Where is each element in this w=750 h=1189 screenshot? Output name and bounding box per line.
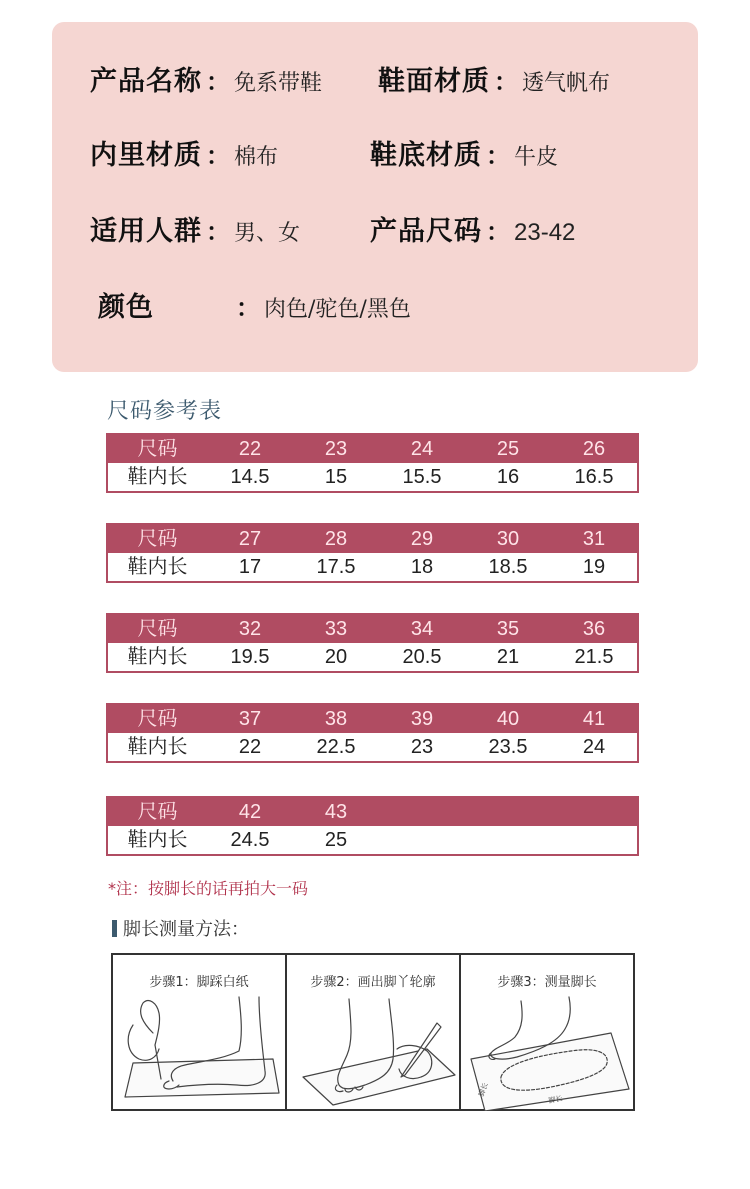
length-cell: 22.5 bbox=[316, 736, 356, 758]
size-cell: 34 bbox=[410, 618, 434, 640]
length-cell: 18 bbox=[410, 556, 434, 578]
size-chart-title: 尺码参考表 bbox=[107, 399, 223, 424]
length-cell: 24 bbox=[582, 736, 606, 758]
size-cell: 24 bbox=[410, 438, 434, 460]
color-value: 肉色/驼色/黑色 bbox=[264, 296, 411, 322]
step-1-label: 步骤1：脚踩白纸 bbox=[149, 975, 249, 990]
size-header-label: 尺码 bbox=[137, 438, 178, 460]
colon: ： bbox=[486, 216, 510, 246]
size-row bbox=[108, 705, 637, 733]
length-row bbox=[108, 826, 637, 854]
paper-label-left: 脚长 bbox=[477, 1081, 490, 1098]
length-cell: 24.5 bbox=[230, 829, 270, 851]
size-cell: 37 bbox=[238, 708, 262, 730]
product-size-label: 产品尺码 bbox=[370, 215, 482, 247]
target-people-label: 适用人群 bbox=[90, 215, 202, 247]
title-bar-icon bbox=[112, 920, 117, 937]
info-name bbox=[90, 59, 378, 98]
upper-material-label: 鞋面材质 bbox=[378, 65, 490, 97]
sole-material-label: 鞋底材质 bbox=[370, 139, 482, 171]
size-cell: 27 bbox=[238, 528, 262, 550]
step-3-label: 步骤3：测量脚长 bbox=[497, 975, 597, 990]
info-sole bbox=[370, 133, 558, 172]
colon: ： bbox=[206, 140, 230, 170]
product-size-value: 23-42 bbox=[514, 218, 576, 246]
size-cell: 26 bbox=[582, 438, 606, 460]
info-people bbox=[90, 209, 370, 248]
length-cell: 21.5 bbox=[574, 646, 614, 668]
size-cell bbox=[551, 798, 637, 826]
length-cell: 22 bbox=[238, 736, 262, 758]
measure-steps bbox=[111, 953, 635, 1111]
product-name-label: 产品名称 bbox=[90, 65, 202, 97]
lining-material-value: 棉布 bbox=[234, 144, 279, 170]
length-cell: 16.5 bbox=[574, 466, 614, 488]
size-cell: 29 bbox=[410, 528, 434, 550]
size-header-label: 尺码 bbox=[137, 708, 178, 730]
length-row bbox=[108, 733, 637, 761]
size-table-4 bbox=[106, 703, 639, 763]
size-row bbox=[108, 525, 637, 553]
product-info-card bbox=[52, 22, 698, 372]
length-header-label: 鞋内长 bbox=[127, 829, 188, 851]
length-row bbox=[108, 553, 637, 581]
length-cell: 15 bbox=[324, 466, 348, 488]
size-cell: 32 bbox=[238, 618, 262, 640]
sole-material-value: 牛皮 bbox=[514, 144, 559, 170]
length-cell: 20.5 bbox=[402, 646, 442, 668]
length-cell bbox=[551, 826, 637, 854]
size-cell: 43 bbox=[324, 801, 348, 823]
size-cell: 41 bbox=[582, 708, 606, 730]
size-cell: 38 bbox=[324, 708, 348, 730]
size-table-1 bbox=[106, 433, 639, 493]
size-row bbox=[108, 798, 637, 826]
info-upper bbox=[378, 59, 610, 98]
length-cell: 18.5 bbox=[488, 556, 528, 578]
colon: ： bbox=[206, 66, 230, 96]
step-2 bbox=[287, 955, 461, 1109]
info-row-4 bbox=[98, 284, 411, 324]
length-cell: 20 bbox=[324, 646, 348, 668]
info-row-3 bbox=[90, 208, 575, 248]
colon: ： bbox=[206, 216, 230, 246]
size-cell: 40 bbox=[496, 708, 520, 730]
info-row-1 bbox=[90, 58, 610, 98]
measure-method-title bbox=[112, 915, 249, 941]
size-cell: 23 bbox=[324, 438, 348, 460]
size-row bbox=[108, 435, 637, 463]
size-cell: 31 bbox=[582, 528, 606, 550]
length-header-label: 鞋内长 bbox=[127, 736, 188, 758]
length-cell: 17 bbox=[238, 556, 262, 578]
color-label: 颜色 bbox=[98, 291, 154, 323]
lining-material-label: 内里材质 bbox=[90, 139, 202, 171]
length-row bbox=[108, 463, 637, 491]
size-cell: 22 bbox=[238, 438, 262, 460]
length-header-label: 鞋内长 bbox=[127, 466, 188, 488]
info-lining bbox=[90, 133, 370, 172]
size-table-2 bbox=[106, 523, 639, 583]
length-cell: 25 bbox=[324, 829, 348, 851]
length-cell: 17.5 bbox=[316, 556, 356, 578]
size-cell: 28 bbox=[324, 528, 348, 550]
length-cell: 16 bbox=[496, 466, 520, 488]
size-cell: 36 bbox=[582, 618, 606, 640]
length-cell: 23.5 bbox=[488, 736, 528, 758]
size-cell: 39 bbox=[410, 708, 434, 730]
length-cell: 19 bbox=[582, 556, 606, 578]
size-cell: 33 bbox=[324, 618, 348, 640]
foot-on-paper-illustration bbox=[113, 993, 287, 1111]
size-cell bbox=[379, 798, 465, 826]
step-3 bbox=[461, 955, 633, 1109]
length-cell: 15.5 bbox=[402, 466, 442, 488]
size-table-5 bbox=[106, 796, 639, 856]
length-cell bbox=[465, 826, 551, 854]
upper-material-value: 透气帆布 bbox=[522, 70, 611, 96]
step-2-label: 步骤2：画出脚丫轮廓 bbox=[310, 975, 436, 990]
size-cell: 35 bbox=[496, 618, 520, 640]
paper-label-bottom: 脚长 bbox=[547, 1094, 564, 1105]
target-people-value: 男、女 bbox=[234, 220, 301, 246]
info-row-2 bbox=[90, 132, 558, 172]
measure-title-text: 脚长测量方法： bbox=[123, 919, 249, 940]
product-name-value: 免系带鞋 bbox=[234, 70, 323, 96]
size-note: *注：按脚长的话再拍大一码 bbox=[108, 879, 309, 898]
length-row bbox=[108, 643, 637, 671]
size-cell: 30 bbox=[496, 528, 520, 550]
size-row bbox=[108, 615, 637, 643]
size-cell bbox=[465, 798, 551, 826]
size-header-label: 尺码 bbox=[137, 618, 178, 640]
length-cell: 23 bbox=[410, 736, 434, 758]
trace-outline-illustration bbox=[287, 993, 461, 1111]
colon: ： bbox=[494, 66, 518, 96]
info-color bbox=[98, 285, 411, 324]
colon: ： bbox=[236, 292, 260, 322]
length-cell: 21 bbox=[496, 646, 520, 668]
size-table-3 bbox=[106, 613, 639, 673]
length-cell bbox=[379, 826, 465, 854]
size-header-label: 尺码 bbox=[137, 801, 178, 823]
measure-length-illustration bbox=[461, 993, 635, 1111]
step-1 bbox=[113, 955, 287, 1109]
length-cell: 14.5 bbox=[230, 466, 270, 488]
colon: ： bbox=[486, 140, 510, 170]
info-size bbox=[370, 209, 575, 248]
size-cell: 25 bbox=[496, 438, 520, 460]
length-cell: 19.5 bbox=[230, 646, 270, 668]
size-cell: 42 bbox=[238, 801, 262, 823]
length-header-label: 鞋内长 bbox=[127, 646, 188, 668]
size-header-label: 尺码 bbox=[137, 528, 178, 550]
length-header-label: 鞋内长 bbox=[127, 556, 188, 578]
